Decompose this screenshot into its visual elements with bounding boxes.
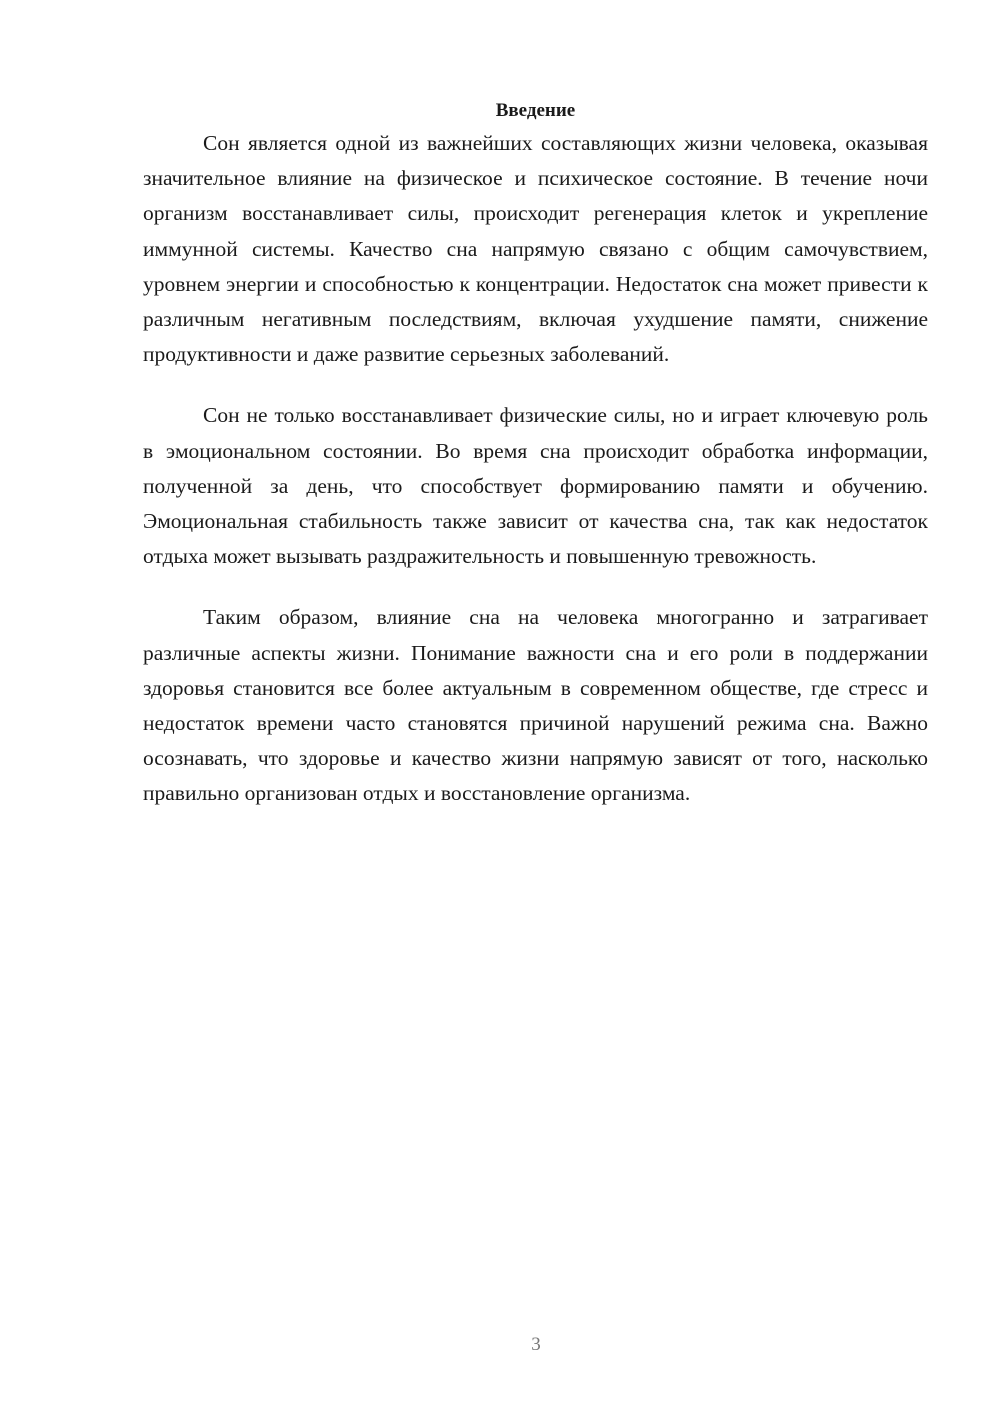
- paragraph-3: Таким образом, влияние сна на человека многогранно и затрагивает различные аспекты жизни. Понимание важности сна и его роли в поддержании здоровья становится все более актуальным в современном обществе, где стресс и недостаток времени часто становятся причиной нарушений режима сна. Важно осознавать, что здоровье и качество жизни напрямую зависят от того, насколько правильно организован отдых и восстановление организма.: [143, 605, 928, 806]
- section-title: Введение: [495, 100, 576, 121]
- page-content: [143, 96, 928, 838]
- page-number: 3: [531, 1334, 541, 1355]
- paragraph-1: Сон является одной из важнейших составляющих жизни человека, оказывая значительное влияние на физическое и психическое состояние. В течение ночи организм восстанавливает силы, происходит регенерация клеток и укрепление иммунной системы. Качество сна напрямую связано с общим самочувствием, уровнем энергии и способностью к концентрации. Недостаток сна может привести к различным негативным последствиям, включая ухудшение памяти, снижение продуктивности и даже развитие серьезных заболеваний.: [143, 131, 928, 367]
- paragraph-2: Сон не только восстанавливает физические силы, но и играет ключевую роль в эмоциональном состоянии. Во время сна происходит обработка информации, полученной за день, что способствует формированию памяти и обучению. Эмоциональная стабильность также зависит от качества сна, так как недостаток отдыха может вызывать раздражительность и повышенную тревожность.: [143, 403, 928, 569]
